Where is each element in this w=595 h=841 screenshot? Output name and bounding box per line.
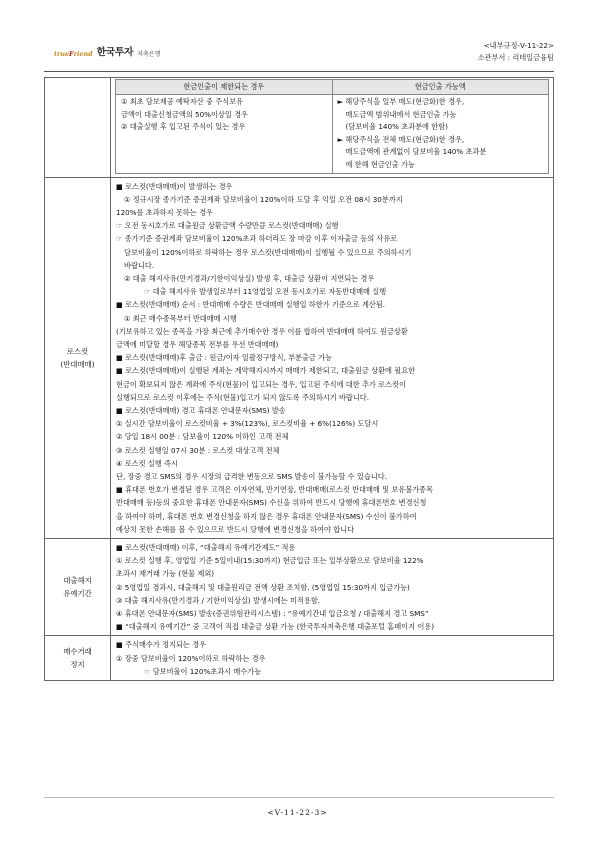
text-line: ■ 로스컷(반대매매) 이후, “대출해지 유예기간제도” 적용 xyxy=(116,543,296,553)
text-line: ■ 로스컷(반대매매) 경고 휴대폰 안내문자(SMS) 발송 xyxy=(116,406,286,416)
text-line: 매도금액 범위내에서 현금인출 가능 xyxy=(345,109,457,119)
text-line: 담보비율이 120%이하로 하락하는 경우 로스컷(반대매매)이 실행될 수 있으므로 주의하시기 xyxy=(124,247,412,257)
text-line: 단, 장중 경고 SMS의 경우 시장의 급격한 변동으로 SMS 발송이 불가능할 수 있습니다. xyxy=(116,472,387,482)
row-label-grace-period xyxy=(45,539,111,636)
text-line: 반대매매 등)등의 중요한 휴대폰 안내문자(SMS) 수신을 위하여 반드시 당행에 휴대폰번호 변경신청 xyxy=(116,498,427,508)
logo-company: 한국투자 xyxy=(96,47,134,58)
text-line: ③ 대출 해지사유(만기경과 / 기한이익상실) 발생시에는 미적용함. xyxy=(116,595,321,605)
text-line: (기보유하고 있는 종목을 가장 최근에 추가매수한 경우 이를 합하여 반대매매 하여도 원금상환 xyxy=(116,326,408,336)
row-label-text: 정지 xyxy=(70,660,85,670)
text-line: 실행되므로 로스컷 이후에는 주식(현물)입고가 되지 않도록 주의하시기 바랍니다. xyxy=(116,392,370,402)
table-row xyxy=(45,539,554,636)
text-line: 120%를 초과하지 못하는 경우 xyxy=(116,207,213,217)
company-logo xyxy=(54,44,160,58)
text-line: ■ 주식매수가 정지되는 경우 xyxy=(116,640,207,650)
department: 소관부서 : 리테일금융팀 xyxy=(477,53,554,62)
text-line: 에 한해 현금인출 가능 xyxy=(345,159,415,169)
inner-col-header: 현금인출 가능액 xyxy=(332,80,549,95)
text-line: ① 실시간 담보비율이 로스컷비율 + 3%(123%), 로스컷비율 + 6%(126%) 도달시 xyxy=(116,419,379,429)
footer-divider xyxy=(44,797,554,798)
header-divider xyxy=(44,71,554,72)
regulation-table xyxy=(44,77,554,681)
text-line: ■ “대출해지 유예기간” 중 고객이 직접 대출금 상환 가능 (한국투자저축은행 대출포털 홈페이지 이용) xyxy=(116,622,435,632)
row-content xyxy=(111,636,554,681)
text-line: ② 대출실행 후 입고된 주식이 있는 경우 xyxy=(121,122,246,132)
row-label-text: 대출해지 xyxy=(63,576,92,586)
row-label-buy-suspension xyxy=(45,636,111,681)
row-label-empty xyxy=(45,78,111,178)
row-label-text: 로스컷 xyxy=(66,346,89,356)
inner-col-header: 현금인출이 제한되는 경우 xyxy=(116,80,333,95)
text-line: (담보비율 140% 초과분에 한함) xyxy=(345,122,448,132)
table-row xyxy=(45,177,554,538)
text-line: ① 정규시장 종가기준 증권계좌 담보비율이 120%이하 도달 후 익일 오전 08시 30분까지 xyxy=(124,194,403,204)
row-content xyxy=(111,539,554,636)
text-line: ② 5영업일 경과시, 대출해지 및 대출원리금 전액 상환 조치함. (5영업일 15:30까지 입금가능) xyxy=(116,582,410,592)
text-line: 바랍니다. xyxy=(124,260,155,270)
text-line: ☞ 종가기준 증권계좌 담보비율이 120%초과 하더라도 장 마감 이후 이자출금 등의 사유로 xyxy=(116,234,398,244)
text-line: 현금이 확보되지 않은 계좌에 주식(현물)이 입고되는 경우, 입고된 주식에 대한 추가 로스컷이 xyxy=(116,379,406,389)
text-line: 예상치 못한 손해를 볼 수 있으므로 반드시 당행에 변경신청을 하여야 합니다 xyxy=(116,524,355,534)
text-line: 금액에 미달할 경우 해당종목 전부를 우선 반대매매) xyxy=(116,340,279,349)
text-line: ④ 로스컷 실행 즉시 xyxy=(116,458,178,468)
text-line: ■ 로스컷(반대매매) 순서 : 반대매매 수량은 반대매매 실행일 하한가 기준으로 계산됨. xyxy=(116,300,386,310)
table-row xyxy=(45,636,554,681)
row-label-losscut xyxy=(45,177,111,538)
cash-withdrawal-table xyxy=(115,79,549,174)
text-line: ② 대출 해지사유(만기경과/기한이익상실) 발생 후, 대출금 상환이 지연되는 경우 xyxy=(124,273,375,283)
text-line: ☞ 담보비율이 120%초과시 매수가능 xyxy=(144,666,262,676)
text-line: ③ 로스컷 실행일 07시 30분 : 로스컷 대상고객 전체 xyxy=(116,445,280,455)
text-line: 금액이 대출신청금액의 50%이상일 경우 xyxy=(121,109,248,119)
text-line: ① 로스컷 실행 후, 영업일 기준 5일이내(15:30까지) 현금입금 또는 일부상환으로 담보비율 122% xyxy=(116,556,424,566)
table-row xyxy=(45,78,554,178)
row-content xyxy=(111,177,554,538)
text-line: ☞ 대출 해지사유 발생일로부터 11영업일 오전 동시호가로 자동반대매매 실행 xyxy=(144,287,387,297)
logo-bank-label: 저축은행 xyxy=(137,51,161,58)
regulation-code: <내부규정-V-11-22> xyxy=(483,41,554,50)
text-line: ■ 로스컷(반대매매)이 실행된 계좌는 계약해지시까지 매매가 제한되고, 대출원금 상환에 필요한 xyxy=(116,366,416,376)
row-label-text: (반대매매) xyxy=(60,359,95,369)
text-line: 을 하여야 하며, 휴대폰 번호 변경신청을 하지 않은 경우 휴대폰 안내문자(SMS) 수신이 불가하여 xyxy=(116,511,417,521)
withdrawable-amount-cell xyxy=(332,95,549,174)
text-line: ① 최근 매수종목부터 반대매매 시행 xyxy=(124,313,237,323)
text-line: ■ 휴대폰 번호가 변경된 경우 고객은 이자연체, 만기연장, 반대매매(로스컷 반대매매 및 보유불가종목 xyxy=(116,485,434,495)
text-line: ④ 휴대폰 안내문자(SMS) 발송(증권위험관리시스템) : “유예기간내 입금요청 / 대출해지 경고 SMS” xyxy=(116,609,429,619)
regulation-info xyxy=(478,40,554,64)
text-line: ■ 로스컷(반대매매)이 발생하는 경우 xyxy=(116,181,233,191)
text-line: ► 해당주식을 일부 매도(현금화)한 경우, xyxy=(337,97,465,106)
text-line: ② 당일 18시 00분 : 담보율이 120% 이하인 고객 전체 xyxy=(116,432,289,442)
text-line: 초과시 재거래 가능 (현물 제외) xyxy=(116,569,215,579)
row-label-text: 매수거래 xyxy=(63,647,92,657)
restricted-cases-cell xyxy=(116,95,333,174)
text-line: ■ 로스컷(반대매매)후 출금 : 원금/이자 일괄정구방식, 부분출금 가능 xyxy=(116,353,333,363)
row-label-text: 유예기간 xyxy=(63,589,92,599)
text-line: 매도금액에 관계없이 담보비율 140% 초과분 xyxy=(345,147,487,157)
text-line: ① 장중 담보비율이 120%이하로 하락하는 경우 xyxy=(116,653,266,663)
row-content xyxy=(111,78,554,178)
page-header xyxy=(44,40,554,68)
page-number: <V-11-22-3> xyxy=(267,808,328,817)
text-line: ► 해당주식을 전체 매도(현금화)한 경우, xyxy=(337,134,465,144)
text-line: ☞ 오전 동시호가로 대출원금 상환금액 수량만큼 로스컷(반대매매) 실행 xyxy=(116,221,339,231)
logo-brand: trueFriend xyxy=(54,50,93,58)
text-line: ① 최초 담보제공 예탁자산 중 주식보유 xyxy=(121,97,244,106)
